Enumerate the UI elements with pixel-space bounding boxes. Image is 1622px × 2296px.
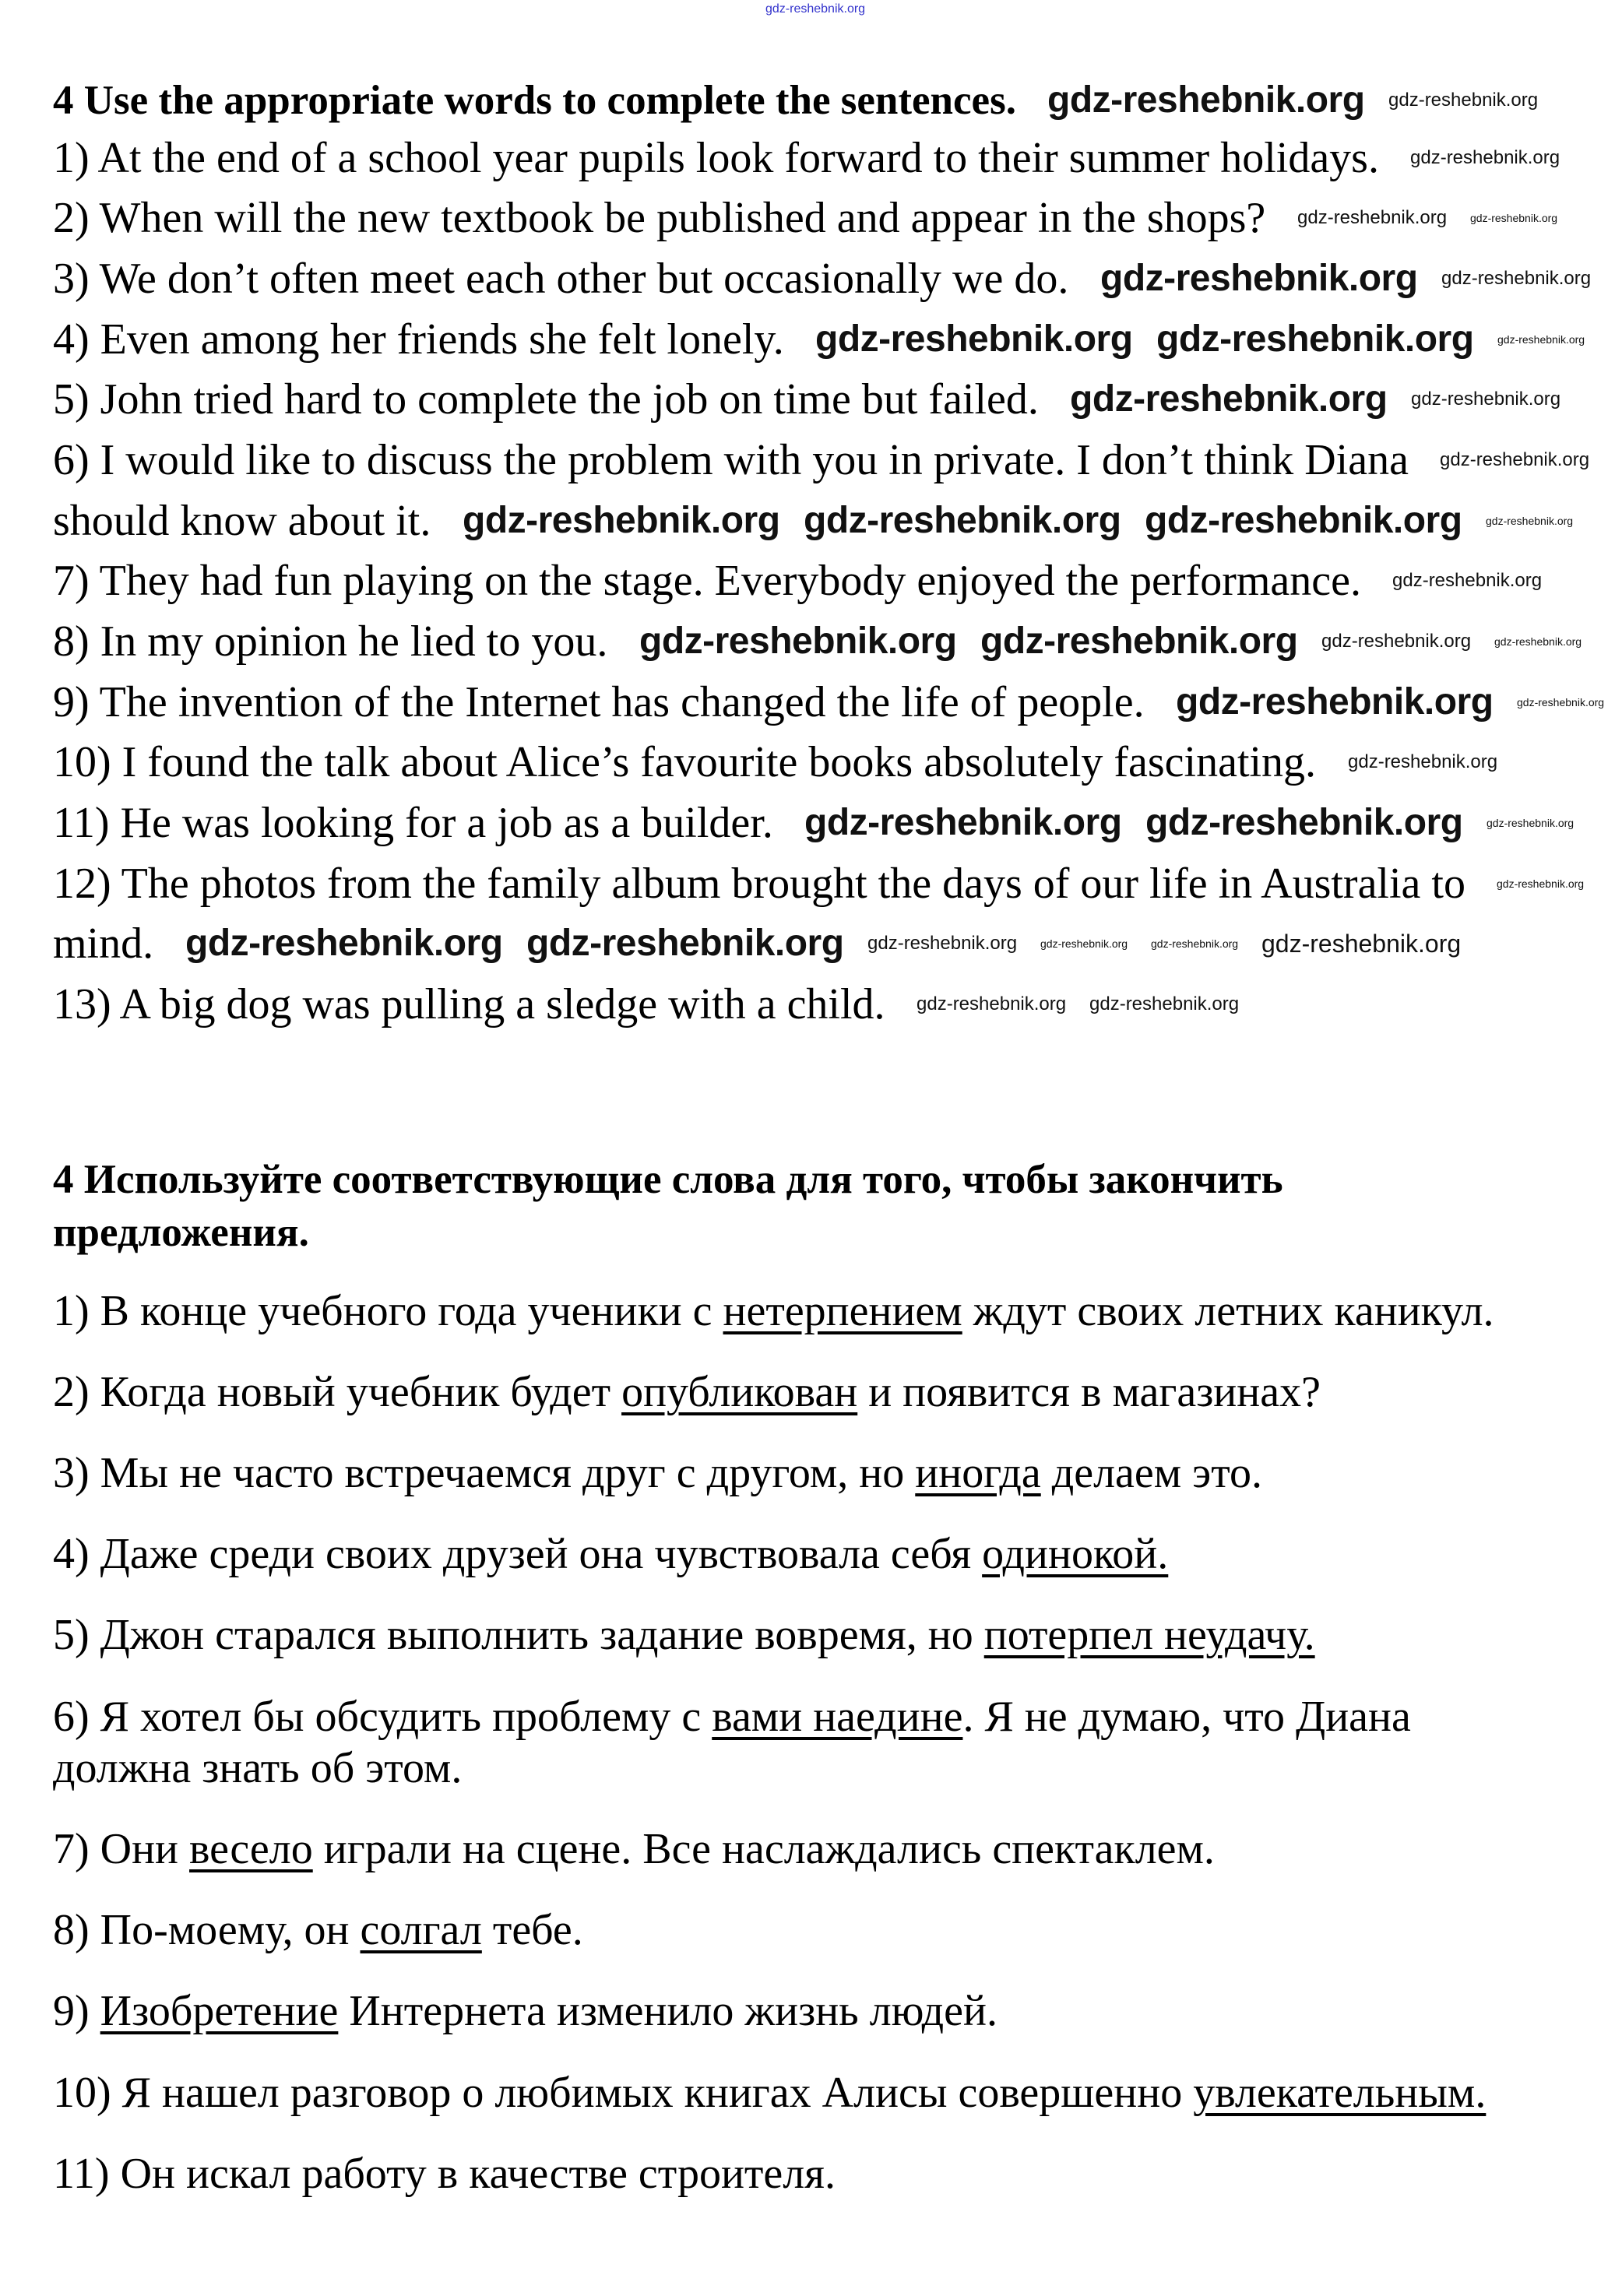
sentence-text: 8) По-моему, он [53, 1906, 361, 1954]
sentence-text: ждут своих летних каникул. [962, 1287, 1494, 1335]
watermark: gdz-reshebnik.org [185, 923, 503, 964]
answer-word: увлекательным. [1193, 2069, 1487, 2117]
watermark: gdz-reshebnik.org [1388, 90, 1539, 111]
english-heading: 4 Use the appropriate words to complete the sentences. [53, 78, 1016, 123]
answer-word: одинокой. [982, 1530, 1169, 1578]
answer-word: опубликован [621, 1368, 858, 1416]
russian-sentence [53, 1612, 1315, 1658]
sentence-text: 5) Джон старался выполнить задание вовремя, но [53, 1611, 984, 1659]
english-sentence: 1) At the end of a school year pupils look forward to their summer holidays. [53, 134, 1379, 182]
watermark: gdz-reshebnik.org [639, 621, 957, 662]
english-sentence: 10) I found the talk about Alice’s favourite books absolutely fascinating. [53, 738, 1317, 786]
watermark: gdz-reshebnik.org [1145, 802, 1463, 843]
english-sentence: 11) He was looking for a job as a builder. [53, 799, 773, 847]
watermark: gdz-reshebnik.org [1100, 258, 1418, 299]
answer-word: нетерпением [723, 1287, 962, 1335]
watermark: gdz-reshebnik.org [1321, 631, 1472, 652]
watermark: gdz-reshebnik.org [1441, 268, 1592, 289]
english-sentence: 7) They had fun playing on the stage. Everybody enjoyed the performance. [53, 557, 1361, 605]
sentence-text: 9) [53, 1987, 100, 2035]
english-sentence: 2) When will the new textbook be published and appear in the shops? [53, 194, 1266, 242]
watermark: gdz-reshebnik.org [1411, 389, 1561, 410]
russian-sentence [53, 1988, 997, 2034]
english-sentence: 4) Even among her friends she felt lonely. [53, 315, 784, 364]
watermark: gdz-reshebnik.org [1410, 147, 1560, 168]
watermark: gdz-reshebnik.org [463, 500, 780, 541]
english-sentence: should know about it. [53, 497, 431, 545]
watermark: gdz-reshebnik.org [867, 933, 1018, 954]
watermark: gdz-reshebnik.org [804, 500, 1121, 541]
watermark: gdz-reshebnik.org [1176, 681, 1494, 723]
watermark: gdz-reshebnik.org [765, 2, 866, 16]
sentence-text: и появится в магазинах? [857, 1368, 1321, 1416]
russian-sentence [53, 2150, 836, 2197]
watermark: gdz-reshebnik.org [1297, 207, 1448, 228]
english-sentence: 3) We don’t often meet each other but occasionally we do. [53, 255, 1069, 303]
sentence-text: делаем это. [1040, 1449, 1262, 1497]
watermark: gdz-reshebnik.org [1517, 696, 1605, 708]
russian-sentence [53, 1450, 1262, 1496]
sentence-text: 4) Даже среди своих друзей она чувствовала себя [53, 1530, 983, 1578]
watermark: gdz-reshebnik.org [1047, 79, 1365, 121]
sentence-text: 7) Они [53, 1825, 190, 1873]
sentence-text: 11) Он искал работу в качестве строителя. [53, 2150, 836, 2198]
sentence-text: играли на сцене. Все наслаждались спектаклем. [312, 1825, 1215, 1873]
watermark: gdz-reshebnik.org [1145, 500, 1462, 541]
watermark: gdz-reshebnik.org [815, 318, 1133, 360]
russian-sentence [53, 1907, 583, 1953]
russian-sentence [53, 1531, 1168, 1577]
watermark: gdz-reshebnik.org [804, 802, 1122, 843]
russian-heading-cont: предложения. [53, 1210, 309, 1255]
russian-sentence [53, 1745, 462, 1791]
english-sentence: 6) I would like to discuss the problem with you in private. I don’t think Diana [53, 436, 1409, 484]
russian-sentence [53, 1826, 1215, 1872]
watermark: gdz-reshebnik.org [526, 923, 844, 964]
watermark: gdz-reshebnik.org [1261, 930, 1462, 958]
russian-sentence [53, 2069, 1486, 2116]
watermark: gdz-reshebnik.org [1089, 993, 1240, 1014]
sentence-text: 10) Я нашел разговор о любимых книгах Алисы совершенно [53, 2069, 1194, 2117]
sentence-text: 6) Я хотел бы обсудить проблему с [53, 1693, 712, 1741]
answer-word: потерпел неудачу. [983, 1611, 1315, 1659]
watermark: gdz-reshebnik.org [1494, 635, 1582, 648]
watermark: gdz-reshebnik.org [1486, 515, 1574, 527]
russian-heading: 4 Используйте соответствующие слова для того, чтобы закончить [53, 1157, 1283, 1202]
watermark: gdz-reshebnik.org [1040, 937, 1128, 950]
english-sentence: 9) The invention of the Internet has changed the life of people. [53, 678, 1145, 726]
watermark: gdz-reshebnik.org [1470, 212, 1558, 224]
sentence-text: должна знать об этом. [53, 1744, 463, 1792]
sentence-text: 1) В конце учебного года ученики с [53, 1287, 723, 1335]
answer-word: Изобретение [100, 1987, 339, 2035]
english-sentence: mind. [53, 919, 154, 968]
watermark: gdz-reshebnik.org [980, 621, 1298, 662]
answer-word: иногда [915, 1449, 1041, 1497]
watermark: gdz-reshebnik.org [1070, 378, 1388, 420]
english-sentence: 13) A big dog was pulling a sledge with a child. [53, 980, 885, 1028]
english-sentence: 5) John tried hard to complete the job on time but failed. [53, 375, 1039, 424]
russian-sentence [53, 1369, 1321, 1415]
watermark: gdz-reshebnik.org [1151, 937, 1239, 950]
answer-word: солгал [360, 1906, 482, 1954]
watermark: gdz-reshebnik.org [1497, 877, 1585, 890]
answer-word: вами наедине [712, 1693, 963, 1741]
sentence-text: . Я не думаю, что Диана [962, 1693, 1411, 1741]
watermark: gdz-reshebnik.org [1497, 333, 1585, 346]
english-sentence: 12) The photos from the family album brought the days of our life in Australia to [53, 860, 1465, 908]
watermark: gdz-reshebnik.org [1440, 449, 1590, 470]
russian-sentence [53, 1693, 1411, 1740]
watermark: gdz-reshebnik.org [1348, 751, 1498, 772]
russian-sentence [53, 1288, 1494, 1334]
watermark: gdz-reshebnik.org [917, 993, 1067, 1014]
watermark: gdz-reshebnik.org [1487, 817, 1575, 829]
answer-word: весело [189, 1825, 313, 1873]
sentence-text: 3) Мы не часто встречаемся друг с другом, но [53, 1449, 916, 1497]
sentence-text: Интернета изменило жизнь людей. [338, 1987, 997, 2035]
sentence-text: 2) Когда новый учебник будет [53, 1368, 622, 1416]
english-sentence: 8) In my opinion he lied to you. [53, 617, 608, 666]
watermark: gdz-reshebnik.org [1392, 570, 1543, 591]
watermark: gdz-reshebnik.org [1156, 318, 1474, 360]
sentence-text: тебе. [481, 1906, 583, 1954]
